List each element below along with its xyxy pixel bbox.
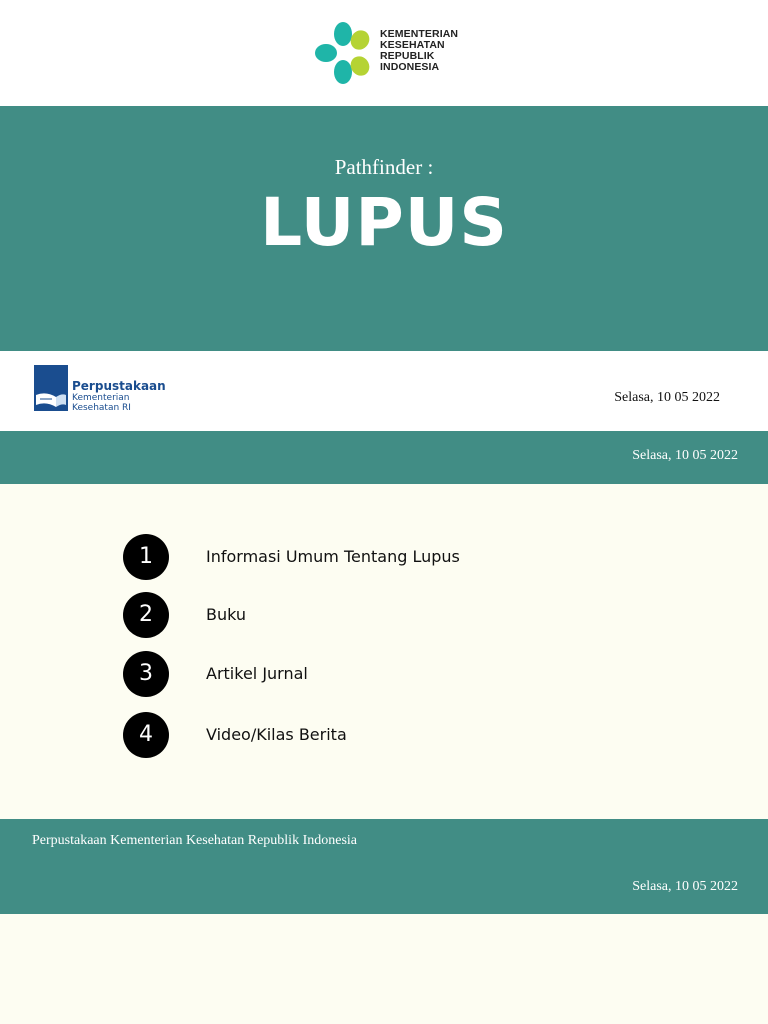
toc-item-label: Artikel Jurnal — [206, 664, 308, 683]
ministry-logo[interactable] — [314, 20, 464, 86]
toc-number-badge: 2 — [123, 592, 169, 638]
ministry-line-3: REPUBLIK — [380, 50, 435, 62]
toc-number-badge: 4 — [123, 712, 169, 758]
page-title: LUPUS — [260, 184, 508, 261]
table-of-contents — [0, 484, 768, 819]
library-text — [72, 379, 166, 413]
date-bar — [0, 431, 768, 484]
ministry-line-1: KEMENTERIAN — [380, 28, 459, 40]
hero-banner — [0, 106, 768, 351]
footer-date: Selasa, 10 05 2022 — [632, 879, 738, 894]
toc-item-label: Video/Kilas Berita — [206, 725, 347, 744]
toc-number-badge: 3 — [123, 651, 169, 697]
library-book-icon — [34, 365, 68, 413]
ministry-name — [380, 29, 458, 73]
ministry-emblem-icon — [314, 20, 376, 86]
ministry-line-2: KESEHATAN — [380, 39, 445, 51]
library-sub-2: Kesehatan RI — [72, 403, 131, 413]
library-name: Perpustakaan — [72, 379, 166, 393]
footer — [0, 819, 768, 914]
toc-item-artikel-jurnal[interactable] — [123, 651, 723, 697]
hero-subtitle: Pathfinder : — [334, 155, 434, 179]
library-logo[interactable] — [34, 365, 164, 413]
library-sub-1: Kementerian — [72, 393, 130, 403]
footer-organization: Perpustakaan Kementerian Kesehatan Republik Indonesia — [32, 833, 358, 848]
top-header — [0, 0, 768, 106]
library-date: Selasa, 10 05 2022 — [614, 390, 720, 405]
toc-number-badge: 1 — [123, 534, 169, 580]
date-bar-date: Selasa, 10 05 2022 — [632, 448, 738, 463]
ministry-line-4: INDONESIA — [380, 61, 440, 73]
toc-item-informasi-umum[interactable] — [123, 534, 723, 580]
library-band — [0, 351, 768, 431]
toc-item-video-kilas-berita[interactable] — [123, 712, 723, 758]
toc-item-label: Informasi Umum Tentang Lupus — [206, 547, 460, 566]
toc-item-buku[interactable] — [123, 592, 723, 638]
toc-item-label: Buku — [206, 605, 247, 624]
